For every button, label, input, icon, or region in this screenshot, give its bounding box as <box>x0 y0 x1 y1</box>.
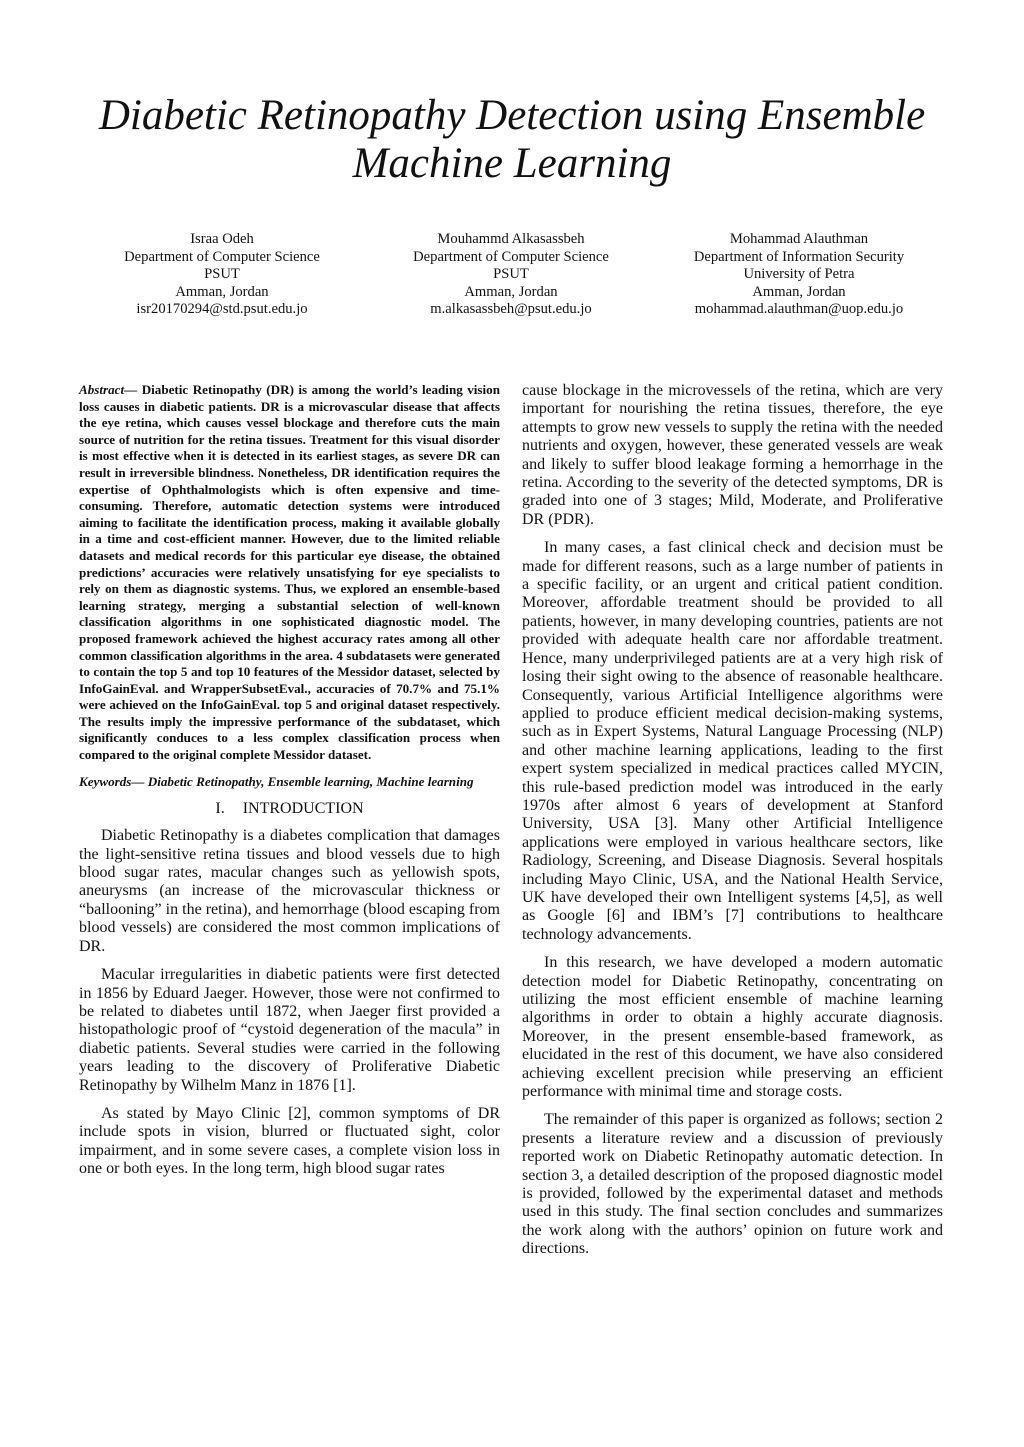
author-institution: University of Petra <box>743 266 855 282</box>
author-block-1 <box>72 231 372 319</box>
abstract <box>79 382 500 764</box>
author-department: Department of Computer Science <box>124 248 320 265</box>
keywords-text: Diabetic Retinopathy, Ensemble learning, Machine learning <box>147 773 474 789</box>
section-number: I. <box>215 800 225 818</box>
abstract-text: Diabetic Retinopathy (DR) is among the world’s leading vision loss causes in diabetic patients. DR is a microvascular disease that affects the eye retina, which causes vessel blockage and therefore cuts the main source of nutrition for the retina tissues. Treatment for this visual disorder is most effective when it is detected in its earliest stages, as severe DR can result in irreversible blindness. Nonetheless, DR identification requires the expertise of Ophthalmologists which is often expensive and time-consuming. Therefore, automatic detection systems were introduced aiming to facilitate the identification process, making it available globally in a time and cost-efficient manner. However, due to the limited reliable datasets and medical records for this particular eye disease, the obtained predictions’ accuracies were relatively unsatisfying for eye specialists to rely on them as diagnostic systems. Thus, we explored an ensemble-based learning strategy, merging a substantial selection of well-known classification algorithms in one sophisticated diagnostic model. The proposed framework achieved the highest accuracy rates among all other common classification algorithms in the area. 4 subdatasets were generated to contain the top 5 and top 10 features of the Messidor dataset, selected by InfoGainEval. and WrapperSubsetEval., accuracies of 70.7% and 75.1% were achieved on the InfoGainEval. top 5 and original dataset respectively. The results imply the impressive performance of the subdataset, which significantly conduces to a less complex classification process when compared to the original complete Messidor dataset. <box>79 382 500 763</box>
intro-paragraph-5: In this research, we have developed a modern automatic detection model for Diabetic Retinopathy, concentrating on utilizing the most efficient ensemble of machine learning algorithms in order to obtain a highly accurate diagnosis. Moreover, in the present ensemble-based framework, as elucidated in the rest of this document, we have also considered achieving excellent precision while preserving an efficient performance with minimal time and storage costs. <box>522 954 943 1101</box>
author-email: m.alkasassbeh@psut.edu.jo <box>430 301 592 317</box>
intro-paragraph-3-continued: cause blockage in the microvessels of the retina, which are very important for nourishing the retina tissues, therefore, the eye attempts to grow new vessels to supply the retina with the needed nutrients and oxygen, however, these generated vessels are weak and likely to suffer blood leakage forming a hemorrhage in the retina. According to the severity of the detected symptoms, DR is graded into one of 3 stages; Mild, Moderate, and Proliferative DR (PDR). <box>522 382 943 528</box>
author-location: Amman, Jordan <box>464 283 558 300</box>
intro-paragraph-1: Diabetic Retinopathy is a diabetes complication that damages the light-sensitive retina tissues and blood vessels due to high blood sugar rates, macular changes such as yellowish spots, aneurysms (an increase of the microvascular thickness or “ballooning” in the retina), and hemorrhage (blood escaping from blood vessels) are considered the most common implications of DR. <box>79 827 500 955</box>
author-name: Mouhammd Alkasassbeh <box>437 231 585 247</box>
section-title: INTRODUCTION <box>242 800 364 818</box>
keywords <box>79 774 500 791</box>
intro-paragraph-3: As stated by Mayo Clinic [2], common symptoms of DR include spots in vision, blurred or fluctuated sight, color impairment, and in some severe cases, a complete vision loss in one or both eyes. In the long term, high blood sugar rates <box>79 1104 500 1178</box>
author-block-2 <box>361 231 661 319</box>
author-location: Amman, Jordan <box>175 283 269 300</box>
author-name: Israa Odeh <box>190 231 254 247</box>
author-email: isr20170294@std.psut.edu.jo <box>136 301 308 317</box>
intro-paragraph-2: Macular irregularities in diabetic patients were first detected in 1856 by Eduard Jaeger. However, those were not confirmed to be related to diabetes until 1872, when Jaeger first provided a histopathologic proof of “cystoid degeneration of the macula” in diabetic patients. Several studies were carried in the following years leading to the discovery of Proliferative Diabetic Retinopathy by Wilhelm Manz in 1876 [1]. <box>79 966 500 1094</box>
abstract-label: Abstract— <box>79 382 138 397</box>
section-heading-introduction <box>79 799 500 819</box>
left-column <box>79 382 500 1189</box>
author-email: mohammad.alauthman@uop.edu.jo <box>694 301 904 317</box>
author-location: Amman, Jordan <box>752 283 846 300</box>
author-block-3 <box>649 231 949 319</box>
author-name: Mohammad Alauthman <box>729 231 869 247</box>
author-department: Department of Information Security <box>693 248 905 265</box>
paper-title: Diabetic Retinopathy Detection using Ensemble Machine Learning <box>98 92 926 187</box>
intro-paragraph-6: The remainder of this paper is organized as follows; section 2 presents a literature review and a discussion of previously reported work on Diabetic Retinopathy automatic detection. In section 3, a detailed description of the proposed diagnostic model is provided, followed by the experimental dataset and methods used in this study. The final section concludes and summarizes the work along with the authors’ opinion on future work and directions. <box>522 1111 943 1258</box>
author-institution: PSUT <box>493 266 529 282</box>
intro-paragraph-4: In many cases, a fast clinical check and decision must be made for different reasons, such as a large number of patients in a specific facility, or an urgent and critical patient condition. Moreover, affordable treatment should be provided to all patients, however, in many developing countries, patients are not provided with adequate health care nor affordable treatment. Hence, many underprivileged patients are at a very high risk of losing their sight owing to the absence of reasonable healthcare. Consequently, various Artificial Intelligence algorithms were applied to produce efficient medical decision-making systems, such as in Expert Systems, Natural Language Processing (NLP) and other machine learning applications, leading to the first expert system specialized in medical practices called MYCIN, this rule-based prediction model was introduced in the early 1970s after almost 6 years of development at Stanford University, USA [3]. Many other Artificial Intelligence applications were employed in various healthcare sectors, like Radiology, Screening, and Disease Diagnosis. Several hospitals including Mayo Clinic, USA, and the National Health Service, UK have developed their own Intelligent systems [4,5], as well as Google [6] and IBM’s [7] contributions to healthcare technology advancements. <box>522 539 943 943</box>
author-institution: PSUT <box>204 266 240 282</box>
right-column <box>522 382 943 1269</box>
keywords-label: Keywords— <box>79 773 145 789</box>
author-department: Department of Computer Science <box>413 248 609 265</box>
